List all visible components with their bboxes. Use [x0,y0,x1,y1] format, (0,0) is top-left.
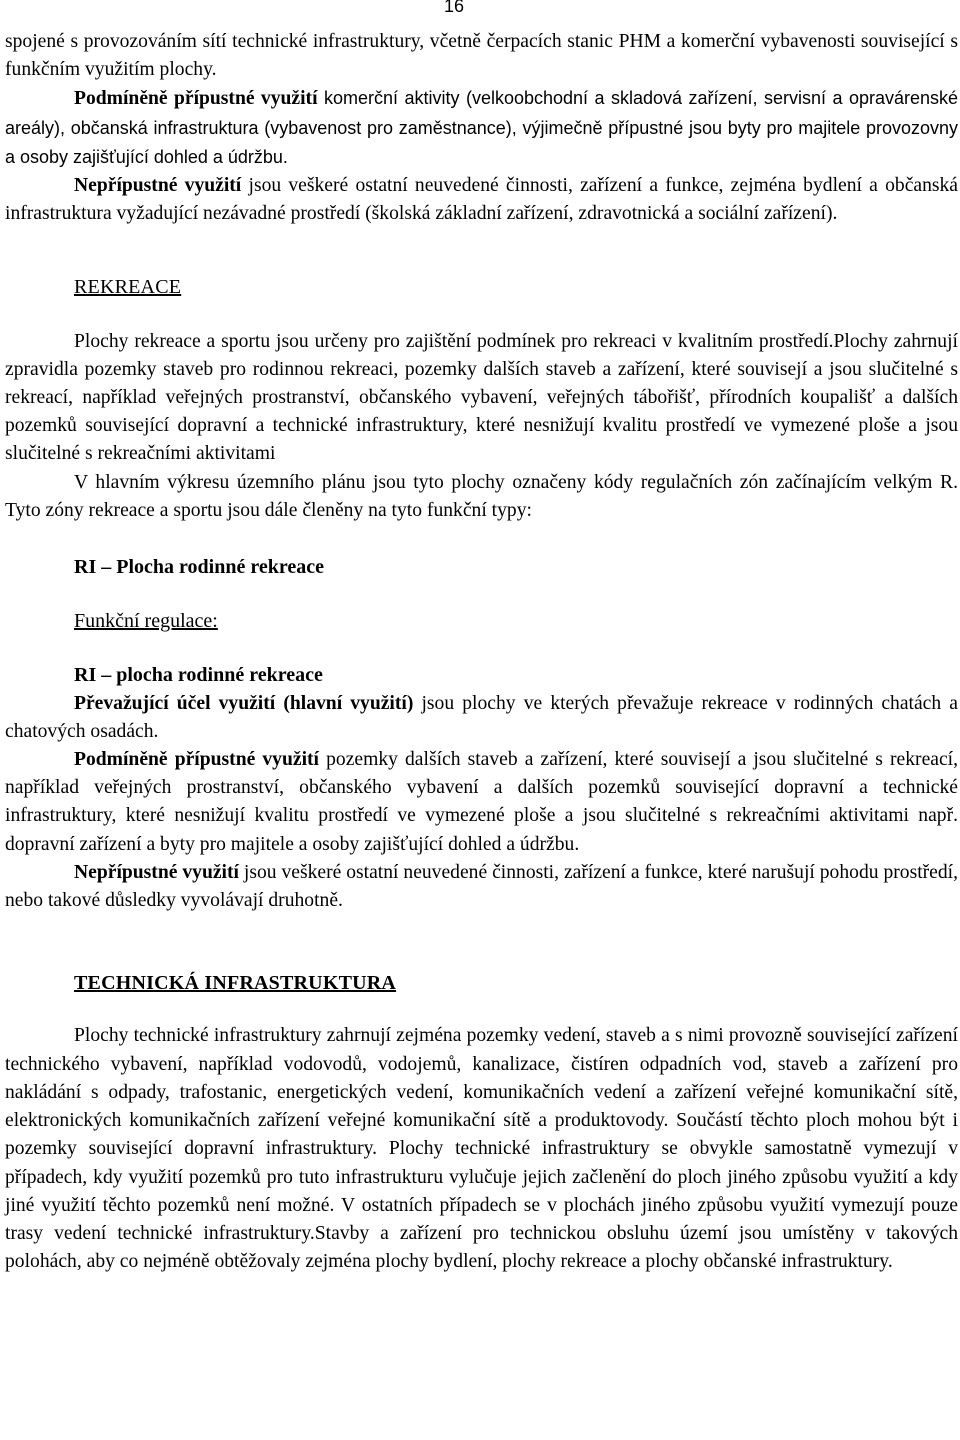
main-use-text: jsou plochy ve kterých převažuje rekreace v rodinných chatách a chatových osadách. [5,692,958,742]
term-ri-prohibited-use: Nepřípustné využití [74,861,239,883]
ri-prohibited-use-text: jsou veškeré ostatní neuvedené činnosti, zařízení a funkce, které narušují pohodu prostředí, nebo takové důsledky vyvolávají druhotně. [5,861,959,912]
paragraph-conditional-use [5,84,958,172]
ri-conditional-use-text: pozemky dalších staveb a zařízení, které souvisejí a jsou slučitelné s rekreací, například veřejných prostranství, občanského vybavení a dalších pozemků související dopravní a technické infrastruktury, které nesnižují kvalitu prostředí ve vymezené ploše a jsou slučitelné s rekreačními aktivitami např. dopravní zařízení a byty pro majitele a osoby zajišťující dohled a údržbu. [5,749,959,855]
paragraph-technicka-infrastruktura: Plochy technické infrastruktury zahrnují zejména pozemky vedení, staveb a s nimi provozně související zařízení technického vybavení, například vodovodů, vodojemů, kanalizace, čistíren odpadních vod, staveb a zařízení pro nakládání s odpady, trafostanic, energetických vedení, komunikačních vedení a zařízení veřejné komunikační sítě, elektronických komunikačních zařízení veřejné komunikační sítě a produktovody. Součástí těchto ploch mohou být i pozemky související dopravní infrastruktury. Plochy technické infrastruktury se obvykle samostatně vymezují v případech, kdy využití pozemků pro tuto infrastrukturu vylučuje jejich začlenění do ploch jiného způsobu využití a kdy jiné využití těchto pozemků není možné. V ostatních případech se v plochách jiného způsobu využití vymezují pouze trasy vedení technické infrastruktury.Stavby a zařízení pro technickou obsluhu území jsou umístěny v takových polohách, aby co nejméně obtěžovaly zejména plochy bydlení, plochy rekreace a plochy občanské infrastruktury. [5,1025,958,1273]
subsection-heading-ri: RI – Plocha rodinné rekreace [74,556,324,579]
paragraph-rekreace-zones: V hlavním výkresu územního plánu jsou tyto plochy označeny kódy regulačních zón začínajícím velkým R. Tyto zóny rekreace a sportu jsou dále členěny na tyto funkční typy: [5,471,958,521]
term-ri-conditional-use: Podmíněně přípustné využití [74,749,319,771]
page-number: 16 [444,0,465,16]
term-prohibited-use: Nepřípustné využití [74,175,242,197]
term-conditional-use: Podmíněně přípustné využití [74,88,318,110]
document-body [5,28,958,1276]
paragraph-continuation: spojené s provozováním sítí technické infrastruktury, včetně čerpacích stanic PHM a komerční vybavenosti související s funkčním využitím plochy. [5,31,958,81]
paragraph-ri-main-use [5,690,958,746]
paragraph-ri-prohibited-use [5,859,958,915]
section-heading-technicka-infrastruktura: TECHNICKÁ INFRASTRUKTURA [74,972,397,995]
term-main-use: Převažující účel využití (hlavní využití) [74,692,414,714]
conditional-use-text: komerční aktivity (velkoobchodní a skladová zařízení, servisní a opravárenské areály), občanská infrastruktura (vybavenost pro zaměstnance), výjimečně přípustné jsou byty pro majitele provozovny a osoby zajišťující dohled a údržbu. [5,88,959,167]
subsection-heading-ri-plocha: RI – plocha rodinné rekreace [74,664,323,687]
section-heading-rekreace: REKREACE [74,276,182,299]
paragraph-prohibited-use [5,172,958,228]
paragraph-rekreace-intro: Plochy rekreace a sportu jsou určeny pro zajištění podmínek pro rekreaci v kvalitním prostředí.Plochy zahrnují zpravidla pozemky staveb pro rodinnou rekreaci, pozemky dalších staveb a zařízení, které souvisejí a jsou slučitelné s rekreací, například veřejných prostranství, občanského vybavení, veřejných tábořišť, přírodních koupališť a dalších pozemků související dopravní a technické infrastruktury, které nesnižují kvalitu prostředí ve vymezené ploše a jsou slučitelné s rekreačními aktivitami [5,330,958,465]
paragraph-ri-conditional-use [5,746,958,859]
label-funkcni-regulace: Funkční regulace: [74,610,218,633]
prohibited-use-text: jsou veškeré ostatní neuvedené činnosti, zařízení a funkce, zejména bydlení a občanská infrastruktura vyžadující nezávadné prostředí (školská základní zařízení, zdravotnická a sociální zařízení). [5,175,959,225]
